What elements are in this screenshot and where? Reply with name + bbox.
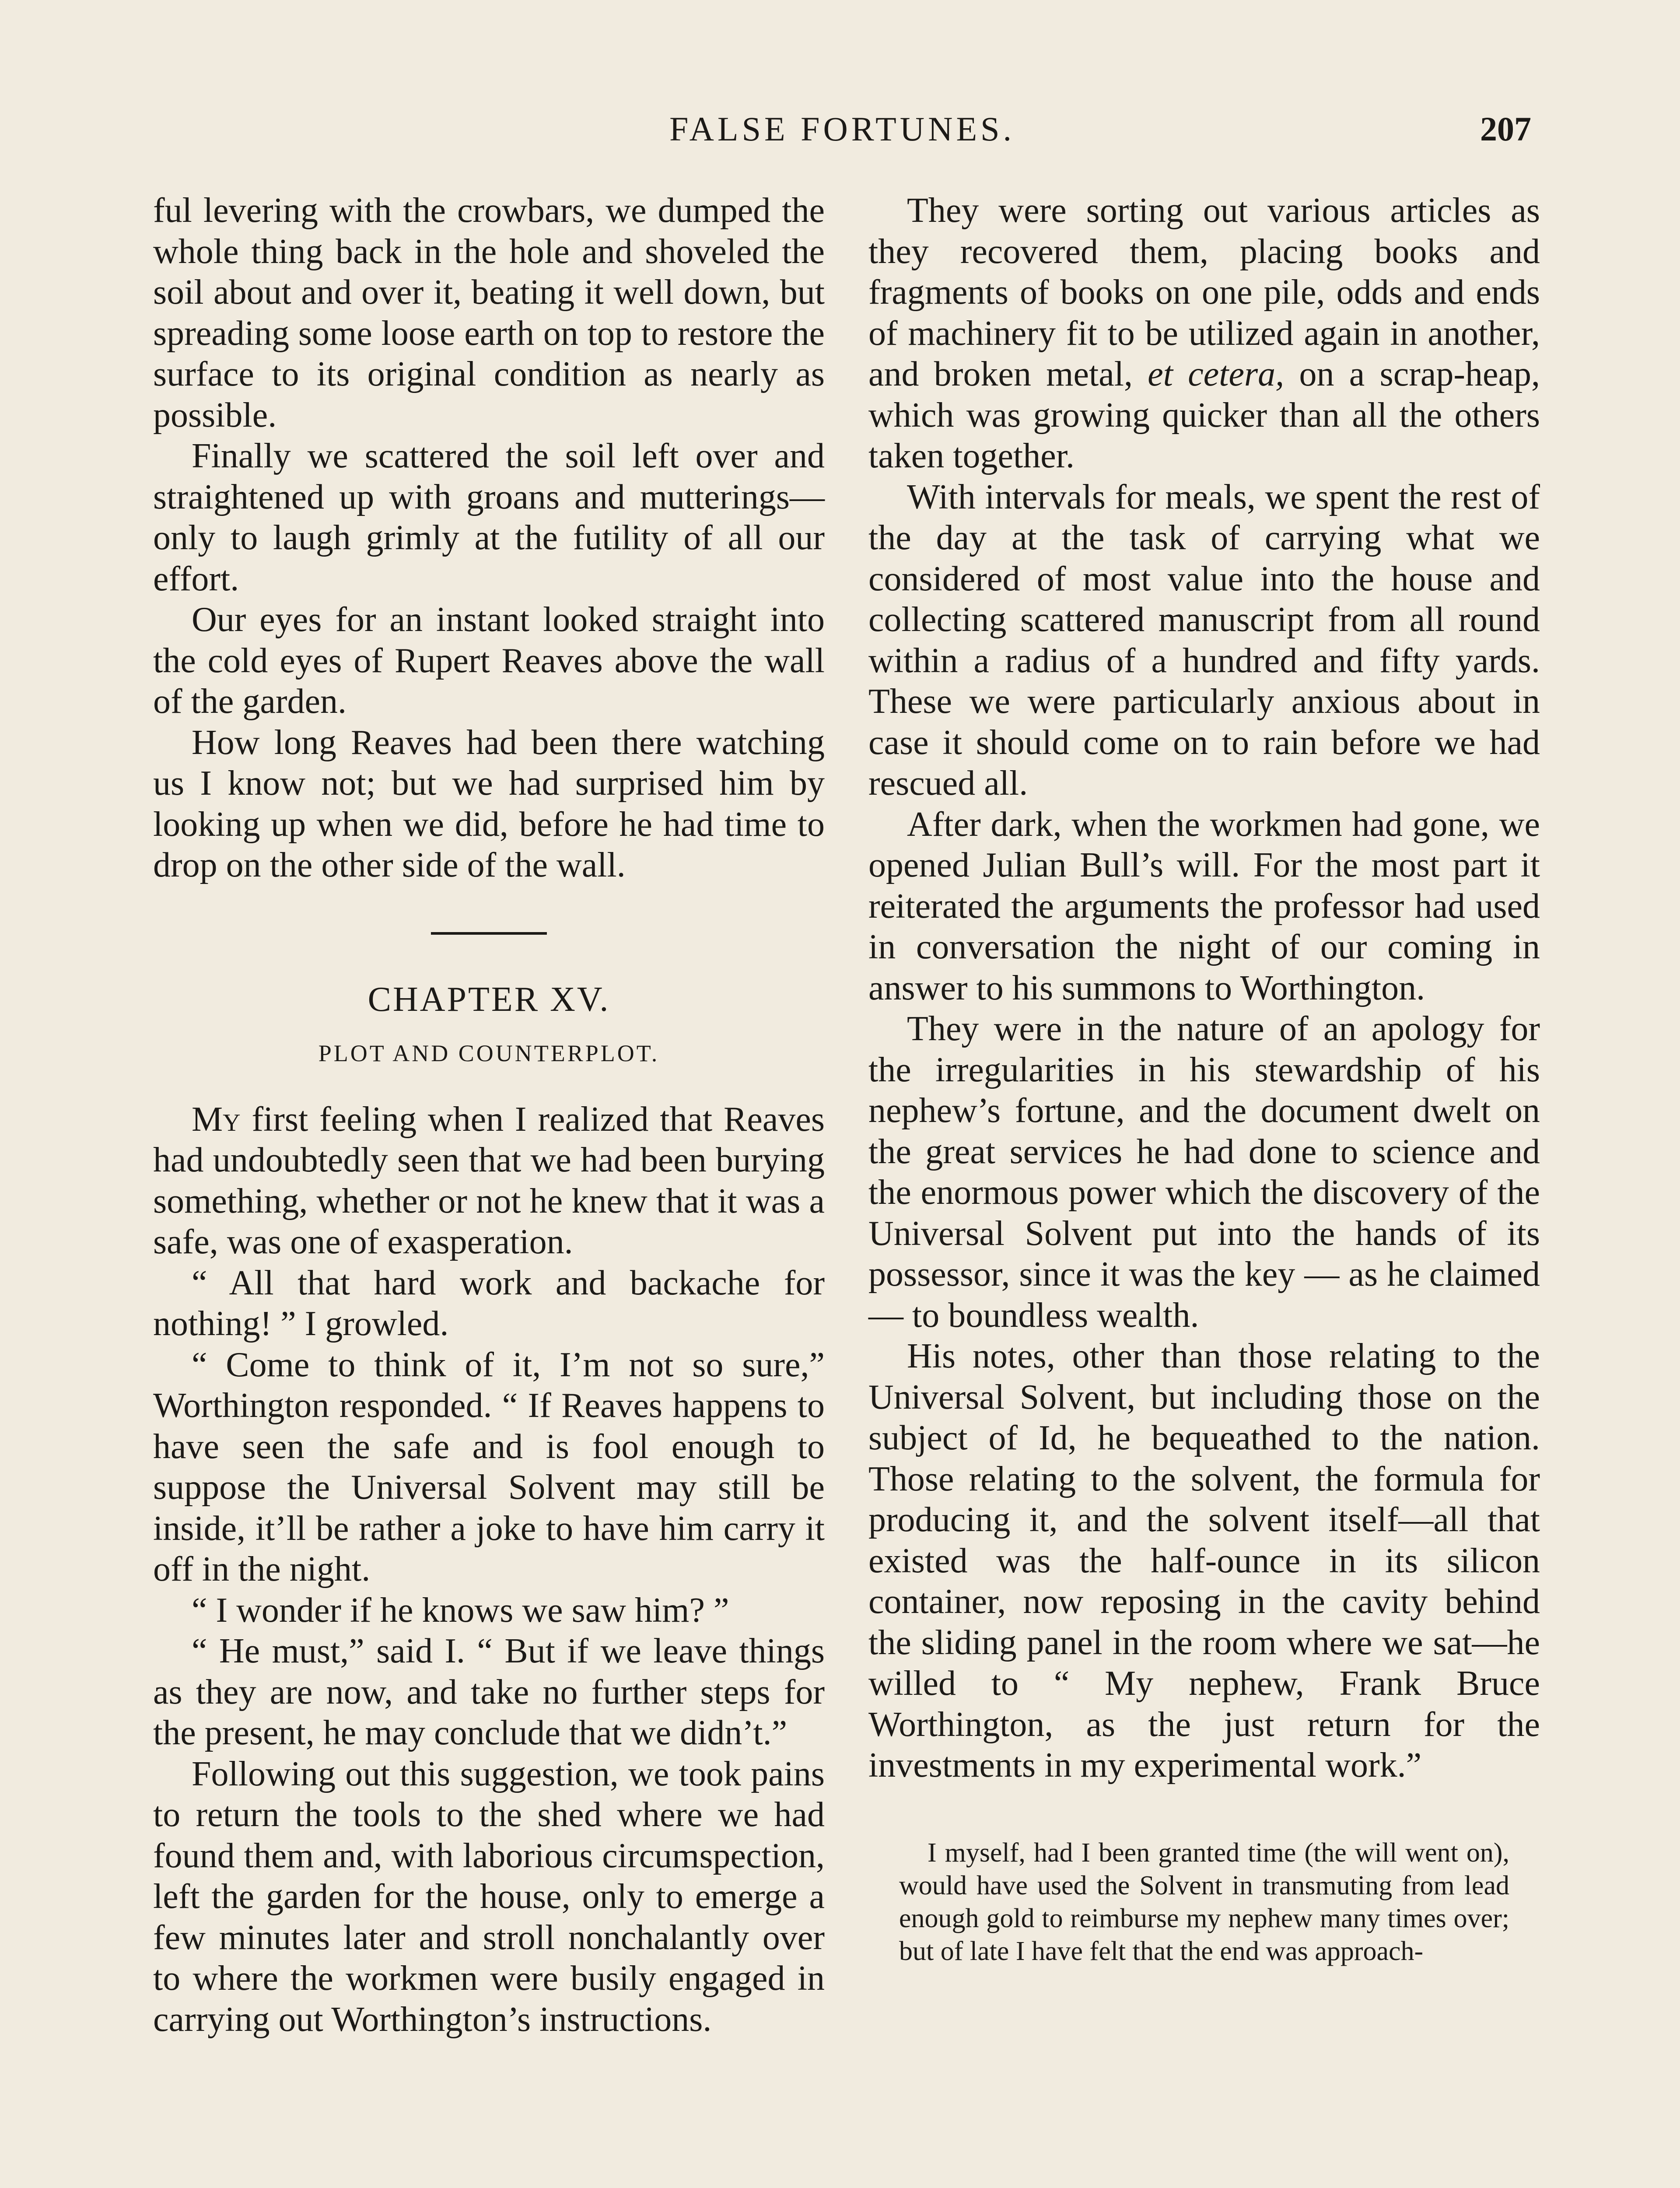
section-divider [431,932,547,935]
chapter-opening-paragraph [153,1099,825,1263]
will-quote-block [899,1837,1509,1968]
left-column [153,190,825,2040]
paragraph: Finally we scattered the soil left over and straightened up with groans and mutterings—only to laugh grimly at the futility of all our effort. [153,437,825,598]
paragraph: His notes, other than those relating to the Universal Solvent, but including those on the subject of Id, he bequeathed to the nation. Those relating to the solvent, the formula for producing it, and the solvent itself—all that existed was the half-ounce in its silicon container, now reposing in the cavity behind the sliding panel in the room where we sat—he willed to “ My nephew, Frank Bruce Worthington, as the just return for the investments in my experimental work.” [868,1337,1540,1785]
chapter-subtitle: PLOT AND COUNTERPLOT. [318,1040,660,1066]
chapter-first-word: My [192,1100,241,1139]
page-header [153,109,1531,149]
italic-phrase: et cetera, [1148,355,1284,393]
running-title: FALSE FORTUNES. [669,110,1015,148]
paragraph-text-tail: on a scrap-heap, which was growing quicker than all the others taken together. [868,355,1540,475]
paragraph: “ All that hard work and backache for nothing! ” I growled. [153,1263,825,1343]
chapter-first-paragraph-text: first feeling when I realized that Reaves had undoubtedly seen that we had been burying something, whether or not he knew that it was a safe, was one of exasperation. [153,1100,825,1261]
paragraph: After dark, when the workmen had gone, we opened Julian Bull’s will. For the most part it reiterated the arguments the professor had used in conversation the night of our coming in answer to his summons to Worthington. [868,805,1540,1007]
right-column [868,190,1540,1968]
paragraph [868,190,1540,477]
paragraph: Following out this suggestion, we took pains to return the tools to the shed where we had found them and, with laborious circumspection, left the garden for the house, only to emerge a few minutes later and stroll nonchalantly over to where the workmen were busily engaged in carrying out Worthington’s instructions. [153,1754,825,2039]
page-number: 207 [1480,110,1531,148]
chapter-title: CHAPTER XV. [368,980,610,1019]
paragraph: ful levering with the crowbars, we dumped the whole thing back in the hole and shoveled the soil about and over it, beating it well down, but spreading some loose earth on top to restore the surface to its original condition as nearly as possible. [153,191,825,435]
paragraph: With intervals for meals, we spent the rest of the day at the task of carrying what we considered of most value into the house and collecting scattered manuscript from all round within a radius of a hundred and fifty yards. These we were particularly anxious about in case it should come on to rain before we had rescued all. [868,477,1540,803]
paragraph: “ Come to think of it, I’m not so sure,” Worthington responded. “ If Reaves happens to have seen the safe and is fool enough to suppose the Universal Solvent may still be inside, it’ll be rather a joke to have him carry it off in the night. [153,1345,825,1588]
paragraph: “ He must,” said I. “ But if we leave things as they are now, and take no further steps for the present, he may conclude that we didn’t.” [153,1632,825,1752]
paragraph: They were in the nature of an apology for the irregularities in his stewardship of his nephew’s fortune, and the document dwelt on the great services he had done to science and the enormous power which the discovery of the Universal Solvent put into the hands of its possessor, since it was the key — as he claimed — to boundless wealth. [868,1010,1540,1335]
will-quote: I myself, had I been granted time (the will went on), would have used the Solvent in transmuting from lead enough gold to reimburse my nephew many times over; but of late I have felt that the end was approach- [899,1837,1509,1966]
paragraph: Our eyes for an instant looked straight into the cold eyes of Rupert Reaves above the wall of the garden. [153,600,825,721]
paragraph: “ I wonder if he knows we saw him? ” [192,1591,729,1630]
paragraph-text: They were sorting out various articles as they recovered them, placing books and fragments of books on one pile, odds and ends of machinery fit to be utilized again in another, and broken metal, [868,191,1540,393]
paragraph: How long Reaves had been there watching us I know not; but we had surprised him by looking up when we did, before he had time to drop on the other side of the wall. [153,723,825,884]
